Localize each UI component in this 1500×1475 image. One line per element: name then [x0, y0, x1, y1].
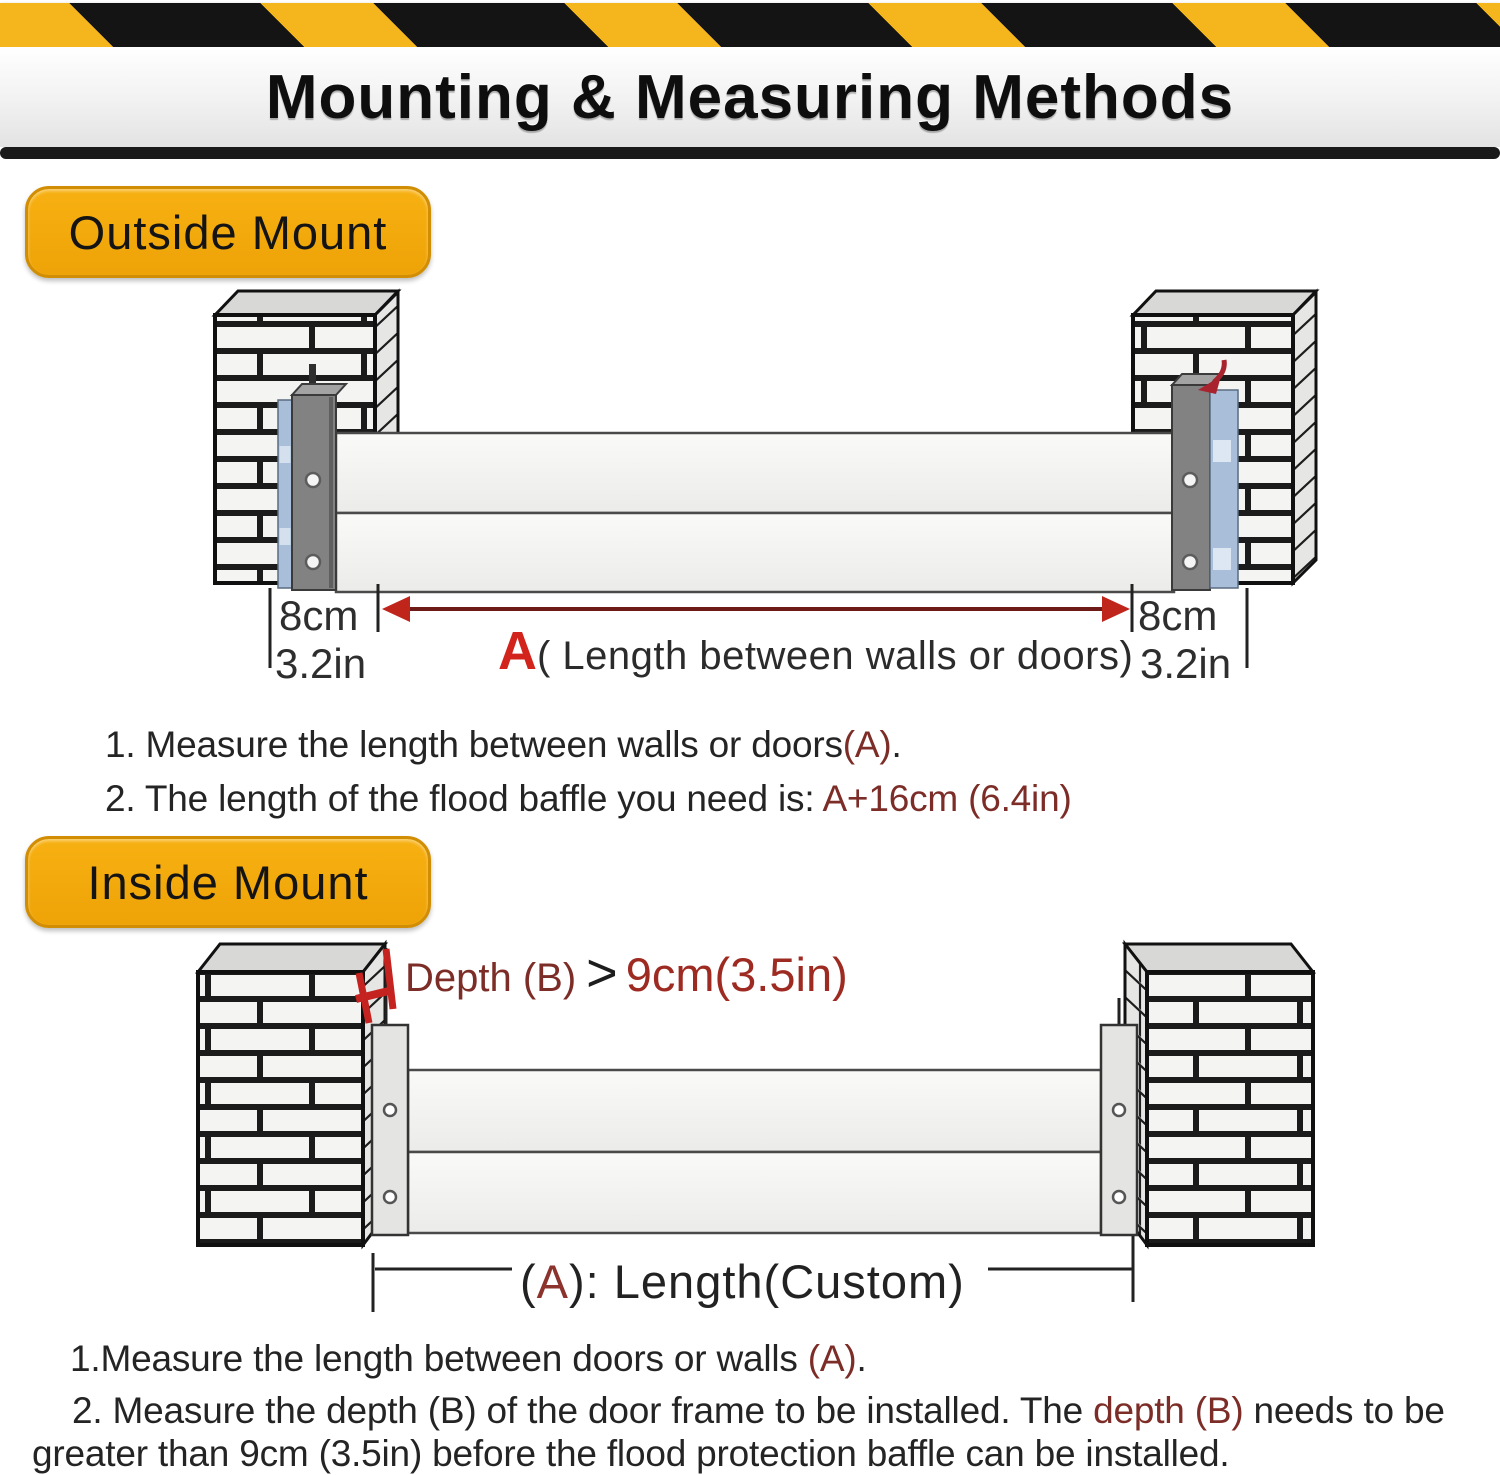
screw-hole	[1183, 555, 1197, 569]
depth-annotation	[405, 942, 848, 1004]
length-annotation: ( A ): Length(Custom)	[520, 1255, 965, 1308]
span-length-text: ( Length between walls or doors)	[537, 634, 1134, 678]
inside-mount-badge-label: Inside Mount	[87, 855, 369, 909]
outside-left-offset-in: 3.2in	[275, 640, 367, 687]
inside-flood-barrier	[408, 1070, 1101, 1233]
screw-hole	[1113, 1191, 1125, 1203]
screw-hole	[384, 1104, 396, 1116]
inside-right-bracket	[1101, 1025, 1137, 1235]
screw-hole	[306, 473, 320, 487]
divider-bar	[0, 147, 1500, 159]
outside-right-offset-cm: 8cm	[1138, 592, 1218, 639]
inside-mount-badge	[25, 836, 431, 928]
depth-value: 9cm(3.5in)	[625, 948, 848, 1001]
outside-left-seal	[278, 400, 292, 588]
outside-step-2: 2. The length of the flood baffle you need is: A+16cm (6.4in)	[105, 778, 1072, 819]
inside-right-pillar	[1125, 944, 1313, 1245]
span-length-letter: A	[498, 621, 537, 681]
outside-mount-badge	[25, 186, 431, 278]
page-title: Mounting & Measuring Methods	[265, 62, 1235, 132]
outside-mount-badge-label: Outside Mount	[68, 205, 388, 259]
outside-right-seal	[1210, 390, 1238, 588]
span-length-label	[498, 620, 1133, 682]
screw-hole	[306, 555, 320, 569]
inside-step-1: 1.Measure the length between doors or walls (A).	[70, 1338, 867, 1379]
inside-step-2: 2. Measure the depth (B) of the door frame to be installed. The depth (B) needs to be greater than 9cm (3.5in) before the flood protection baffle can be installed.	[32, 1390, 1445, 1474]
span-dimension-arrow	[382, 596, 1130, 622]
outside-left-offset-cm: 8cm	[279, 592, 359, 639]
outside-right-offset-in: 3.2in	[1140, 640, 1232, 687]
inside-left-pillar	[198, 944, 385, 1245]
screw-hole	[384, 1191, 396, 1203]
screw-hole	[1113, 1104, 1125, 1116]
inside-left-bracket	[372, 1025, 408, 1235]
hazard-stripe-banner	[0, 3, 1500, 47]
title-band	[0, 47, 1500, 147]
greater-than-sign: >	[586, 943, 618, 1003]
screw-hole	[1183, 473, 1197, 487]
depth-label: Depth (B)	[405, 956, 577, 1000]
outside-flood-barrier	[336, 433, 1174, 592]
outside-step-1: 1. Measure the length between walls or doors(A).	[105, 724, 902, 765]
